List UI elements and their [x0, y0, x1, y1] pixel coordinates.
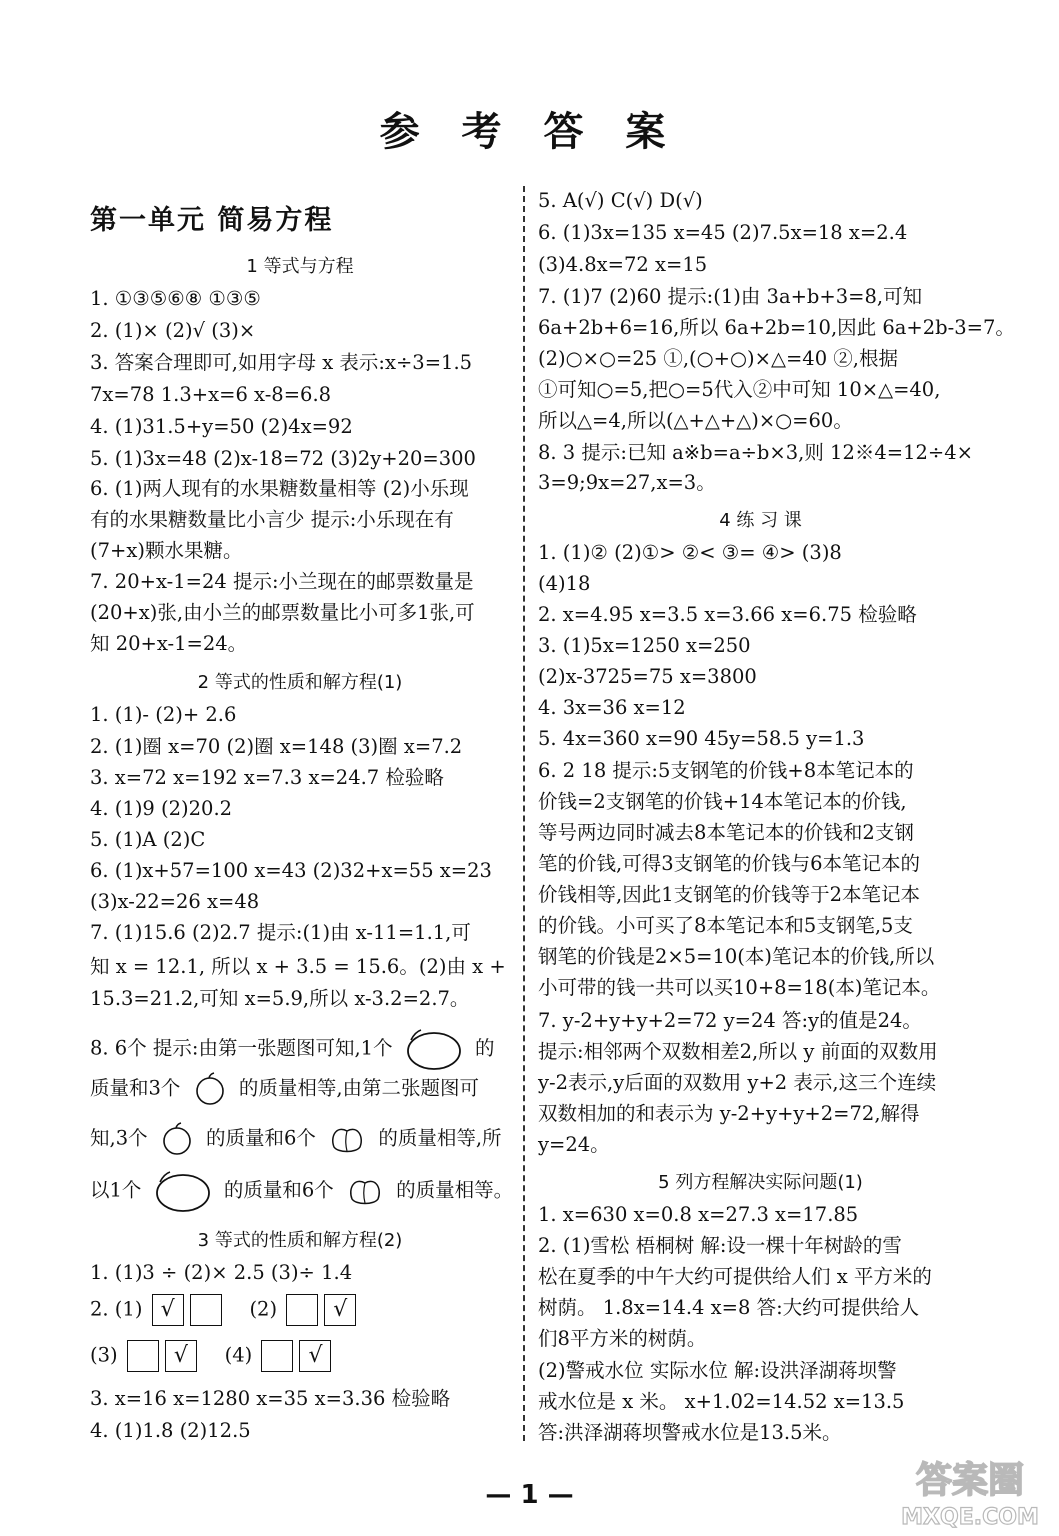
watermark-top: 答案圈: [915, 1460, 1025, 1501]
answer-line: 6. (1)3x=135 x=45 (2)7.5x=18 x=2.4: [538, 221, 908, 244]
column-divider: [523, 186, 525, 1441]
answer-line: (4)18: [538, 572, 591, 595]
answer-line: 1. (1)- (2)+ 2.6: [90, 703, 237, 726]
answer-line: 5. (1)A (2)C: [90, 828, 206, 851]
answer-line: 3. 答案合理即可,如用字母 x 表示:x÷3=1.5: [90, 351, 473, 374]
answer-line: 15.3=21.2,可知 x=5.9,所以 x-3.2=2.7。: [90, 987, 470, 1010]
answer-line: 笔的价钱,可得3支钢笔的价钱与6本笔记本的: [538, 852, 921, 875]
answer-line: 价钱=2支钢笔的价钱+14本笔记本的价钱,: [538, 790, 907, 813]
answer-line: 3=9;9x=27,x=3。: [538, 471, 716, 494]
answer-line: 2. (1)圈 x=70 (2)圈 x=148 (3)圈 x=7.2: [90, 735, 463, 758]
check-box-checked: √: [324, 1294, 356, 1326]
check-box-empty: [127, 1340, 159, 1372]
answer-line: 6a+2b+6=16,所以 6a+2b=10,因此 6a+2b-3=7。: [538, 316, 1015, 339]
answer-line: 6. 2 18 提示:5支钢笔的价钱+8本笔记本的: [538, 759, 914, 782]
answer-line-q8-2: 质量和3个 的质量相等,由第二张题图可: [90, 1072, 479, 1106]
answer-line: 6. (1)两人现有的水果糖数量相等 (2)小乐现: [90, 477, 469, 500]
answer-line: 4. 3x=36 x=12: [538, 696, 686, 719]
answer-line: 戒水位是 x 米。 x+1.02=14.52 x=13.5: [538, 1390, 905, 1413]
answer-line: 知 20+x-1=24。: [90, 632, 248, 655]
answer-line: 7. (1)7 (2)60 提示:(1)由 3a+b+3=8,可知: [538, 285, 923, 308]
apple-icon: [193, 1072, 227, 1106]
check-box-checked: √: [165, 1340, 197, 1372]
answer-line: 价钱相等,因此1支钢笔的价钱等于2本笔记本: [538, 883, 921, 906]
answer-line: 2. (1)× (2)√ (3)×: [90, 319, 256, 342]
section-4-heading: 4 练 习 课: [719, 510, 802, 531]
answer-line-q8-4: 以1个 的质量和6个 的质量相等。: [90, 1168, 513, 1214]
section-3-heading: 3 等式的性质和解方程(2): [197, 1230, 403, 1251]
answer-line: 4. (1)1.8 (2)12.5: [90, 1419, 251, 1442]
answer-line: 钢笔的价钱是2×5=10(本)笔记本的价钱,所以: [538, 945, 935, 968]
answer-line: 双数相加的和表示为 y-2+y+y+2=72,解得: [538, 1102, 920, 1125]
answer-line: 2. (1)雪松 梧桐树 解:设一棵十年树龄的雪: [538, 1234, 902, 1257]
answer-line: (2)○×○=25 ①,(○+○)×△=40 ②,根据: [538, 347, 899, 370]
peach-icon: [328, 1123, 366, 1155]
answer-line: 7. (1)15.6 (2)2.7 提示:(1)由 x-11=1.1,可: [90, 921, 471, 944]
page-number: — 1 —: [485, 1480, 574, 1510]
answer-line-q8: 8. 6个 提示:由第一张题图可知,1个 的: [90, 1026, 495, 1072]
answer-line: (3)4.8x=72 x=15: [538, 253, 708, 276]
answer-line: y=24。: [538, 1133, 610, 1156]
check-box-empty: [261, 1340, 293, 1372]
answer-line: 5. 4x=360 x=90 45y=58.5 y=1.3: [538, 727, 865, 750]
answer-line: ①可知○=5,把○=5代入②中可知 10×△=40,: [538, 378, 941, 401]
answer-line: 的价钱。小可买了8本笔记本和5支钢笔,5支: [538, 914, 913, 937]
answer-line: 1. x=630 x=0.8 x=27.3 x=17.85: [538, 1203, 859, 1226]
answer-line: (20+x)张,由小兰的邮票数量比小可多1张,可: [90, 601, 475, 624]
answer-line: 8. 3 提示:已知 a※b=a÷b×3,则 12※4=12÷4×: [538, 441, 974, 464]
apple-icon: [160, 1122, 194, 1156]
answer-line: (2)警戒水位 实际水位 解:设洪泽湖蒋坝警: [538, 1359, 897, 1382]
answer-line: 松在夏季的中午大约可提供给人们 x 平方米的: [538, 1265, 932, 1288]
answer-line: 1. (1)② (2)①> ②< ③= ④> (3)8: [538, 541, 842, 564]
answer-line-boxes-1: 2. (1) √ (2) √: [90, 1294, 359, 1326]
page-title: 参 考 答 案: [379, 109, 680, 155]
answer-line: 树荫。 1.8x=14.4 x=8 答:大约可提供给人: [538, 1296, 920, 1319]
answer-line: 1. (1)3 ÷ (2)× 2.5 (3)÷ 1.4: [90, 1261, 353, 1284]
check-box-empty: [190, 1294, 222, 1326]
check-box-checked: √: [299, 1340, 331, 1372]
answer-line: y-2表示,y后面的双数用 y+2 表示,这三个连续: [538, 1071, 937, 1094]
answer-line: 3. (1)5x=1250 x=250: [538, 634, 751, 657]
check-box-checked: √: [152, 1294, 184, 1326]
answer-line: 有的水果糖数量比小言少 提示:小乐现在有: [90, 508, 454, 531]
unit-title: 第一单元 简易方程: [90, 205, 334, 236]
answer-line: 3. x=16 x=1280 x=35 x=3.36 检验略: [90, 1387, 451, 1410]
answer-line: 小可带的钱一共可以买10+8=18(本)笔记本。: [538, 976, 941, 999]
answer-line: 1. ①③⑤⑥⑧ ①③⑤: [90, 287, 261, 310]
answer-line: 等号两边同时减去8本笔记本的价钱和2支钢: [538, 821, 914, 844]
answer-line: 5. (1)3x=48 (2)x-18=72 (3)2y+20=300: [90, 447, 476, 470]
answer-line-boxes-2: (3) √ (4) √: [90, 1340, 334, 1372]
answer-line: 7. y-2+y+y+2=72 y=24 答:y的值是24。: [538, 1009, 922, 1032]
answer-line: 3. x=72 x=192 x=7.3 x=24.7 检验略: [90, 766, 444, 789]
section-2-heading: 2 等式的性质和解方程(1): [197, 672, 403, 693]
answer-line: 所以△=4,所以(△+△+△)×○=60。: [538, 409, 853, 432]
answer-line: 7x=78 1.3+x=6 x-8=6.8: [90, 383, 332, 406]
melon-icon: [154, 1168, 212, 1214]
check-box-empty: [286, 1294, 318, 1326]
answer-line: 4. (1)31.5+y=50 (2)4x=92: [90, 415, 353, 438]
answer-line: 4. (1)9 (2)20.2: [90, 797, 233, 820]
watermark-bottom: MXQE.COM: [901, 1505, 1039, 1530]
peach-icon: [346, 1175, 384, 1207]
answer-line: 知 x = 12.1, 所以 x + 3.5 = 15.6。(2)由 x +: [90, 955, 506, 978]
answer-line: 们8平方米的树荫。: [538, 1327, 707, 1350]
melon-icon: [405, 1026, 463, 1072]
answer-line: 5. A(√) C(√) D(√): [538, 189, 703, 212]
answer-line: (3)x-22=26 x=48: [90, 890, 260, 913]
section-1-heading: 1 等式与方程: [246, 256, 354, 277]
answer-line: 提示:相邻两个双数相差2,所以 y 前面的双数用: [538, 1040, 938, 1063]
answer-line: 答:洪泽湖蒋坝警戒水位是13.5米。: [538, 1421, 842, 1444]
section-5-heading: 5 列方程解决实际问题(1): [658, 1172, 863, 1193]
watermark-logo: [890, 1448, 1050, 1532]
answer-line-q8-3: 知,3个 的质量和6个 的质量相等,所: [90, 1122, 502, 1156]
answer-line: (7+x)颗水果糖。: [90, 539, 243, 562]
answer-line: (2)x-3725=75 x=3800: [538, 665, 757, 688]
answer-line: 7. 20+x-1=24 提示:小兰现在的邮票数量是: [90, 570, 474, 593]
answer-line: 2. x=4.95 x=3.5 x=3.66 x=6.75 检验略: [538, 603, 917, 626]
answer-line: 6. (1)x+57=100 x=43 (2)32+x=55 x=23: [90, 859, 492, 882]
